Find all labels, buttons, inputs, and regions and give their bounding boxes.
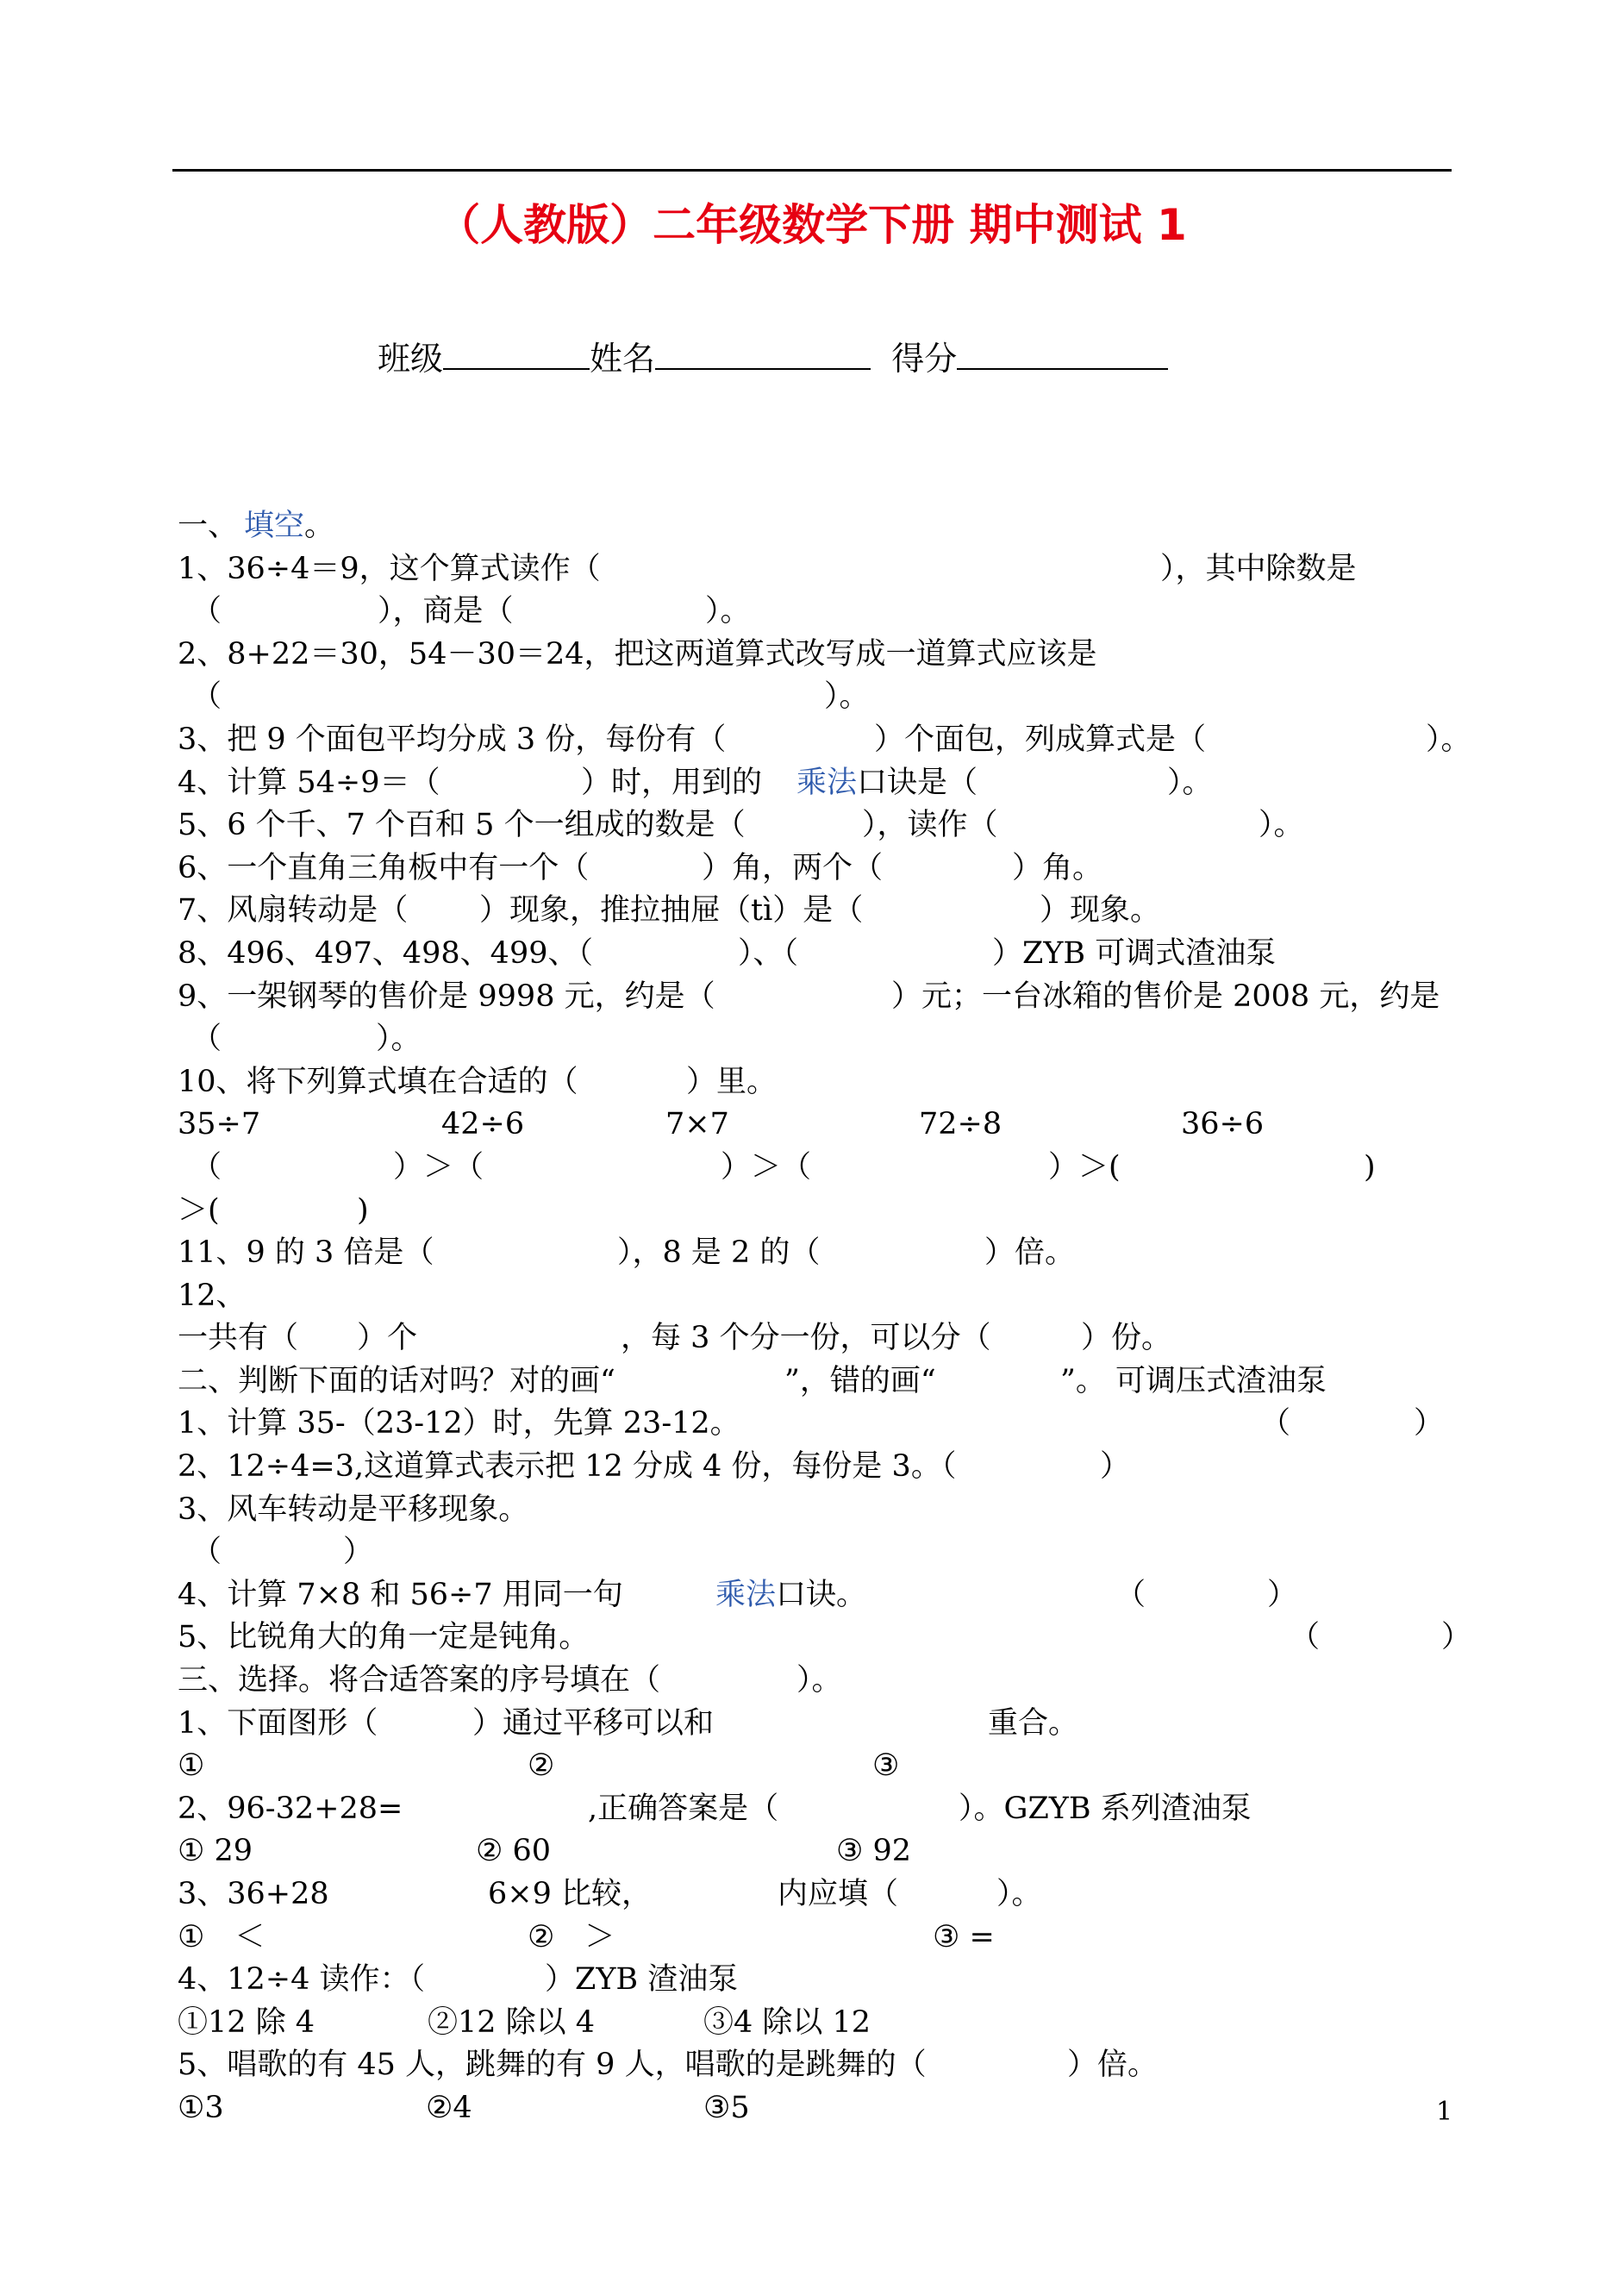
- line-text: ③: [872, 1748, 900, 1784]
- line-text: 5、唱歌的有 45 人，跳舞的有 9 人，唱歌的是跳舞的（: [178, 2048, 927, 2083]
- line-text: （: [1260, 1406, 1291, 1441]
- line-text: 4、计算 7×8 和 56÷7 用同一句: [178, 1577, 623, 1612]
- line-text: 一共有（: [178, 1321, 299, 1356]
- content-line: [178, 1531, 1453, 1574]
- line-text: 7、风扇转动是（: [178, 893, 409, 929]
- line-text: 5、比锐角大的角一定是钝角。: [178, 1620, 590, 1655]
- highlight-term: 填空: [244, 509, 305, 543]
- line-text: 内应填（: [778, 1877, 899, 1911]
- content-line: [178, 1830, 1453, 1873]
- content-line: [178, 1489, 1453, 1532]
- content-line: [178, 2087, 1453, 2130]
- line-text: 二、判断下面的话对吗？对的画“: [178, 1363, 615, 1398]
- line-text: ）元；一台冰箱的售价是 2008 元，约是: [891, 979, 1440, 1014]
- line-text: 12、: [178, 1278, 247, 1313]
- content-line: [178, 505, 1453, 548]
- content-line: [178, 1917, 1453, 1960]
- line-text: ）里。: [686, 1064, 778, 1099]
- line-text: ③ 92: [836, 1834, 912, 1869]
- content-line: [178, 1660, 1453, 1703]
- content-line: [178, 890, 1453, 933]
- line-text: 42÷6: [441, 1107, 525, 1142]
- line-text: 10、将下列算式填在合适的（: [178, 1064, 578, 1099]
- line-text: ）: [1414, 1406, 1445, 1441]
- line-text: ）: [1100, 1449, 1131, 1485]
- line-text: ），其中除数是: [1160, 551, 1357, 586]
- line-text: ）ZYB 可调式渣油泵: [992, 935, 1277, 971]
- line-text: 4、计算 54÷9＝（: [178, 765, 440, 800]
- class-label: 班级: [378, 340, 444, 378]
- line-text: ① ＜: [178, 1919, 265, 1954]
- content-line: [178, 719, 1471, 762]
- line-text: ）＞（: [721, 1149, 812, 1185]
- content-line: [178, 1061, 1453, 1104]
- line-text: 2、8+22＝30，54－30＝24，把这两道算式改写成一道算式应该是: [178, 636, 1097, 672]
- name-label: 姓名: [590, 340, 656, 378]
- line-text: 三、选择。将合适答案的序号填在（: [178, 1663, 661, 1698]
- content-line: [178, 1317, 1453, 1360]
- line-text: 。: [304, 509, 335, 543]
- content-line: [178, 1703, 1453, 1746]
- line-text: ）角。: [1012, 850, 1103, 885]
- highlight-term: 乘法: [715, 1577, 777, 1612]
- content-line: [178, 1275, 1453, 1318]
- line-text: ，每 3 个分一份，可以分（: [621, 1321, 991, 1356]
- content-line: [178, 676, 1453, 719]
- line-text: ③ =: [933, 1919, 995, 1954]
- line-text: ）现象，推拉抽屉（tì）是（: [479, 893, 864, 929]
- content-line: [178, 2044, 1453, 2087]
- content-line: [178, 1018, 1453, 1061]
- line-text: ）、（: [738, 935, 799, 971]
- score-label: 得分: [891, 340, 958, 378]
- name-blank[interactable]: [655, 337, 871, 370]
- line-text: ）倍。: [1067, 2048, 1159, 2083]
- line-text: ）＞(: [1048, 1149, 1121, 1185]
- line-text: ③4 除以 12: [703, 2004, 871, 2040]
- line-text: ): [1364, 1149, 1376, 1185]
- class-blank[interactable]: [443, 337, 590, 370]
- content-line: [178, 1617, 1472, 1660]
- line-text: 一、: [178, 509, 239, 543]
- line-text: ），8 是 2 的（: [617, 1235, 821, 1271]
- line-text: ）: [343, 1535, 374, 1570]
- line-text: 35÷7: [178, 1107, 261, 1142]
- content-line: [178, 933, 1453, 976]
- line-text: （: [191, 1535, 222, 1570]
- line-text: （: [191, 679, 222, 715]
- line-text: （: [191, 594, 222, 629]
- line-text: ）。: [824, 679, 870, 715]
- line-text: ）份。: [1081, 1321, 1172, 1356]
- line-text: ② 60: [476, 1834, 552, 1869]
- page-title: （人教版）二年级数学下册 期中测试 1: [437, 200, 1187, 250]
- line-text: ）。GZYB 系列渣油泵: [959, 1791, 1252, 1826]
- line-text: 1、下面图形（: [178, 1705, 378, 1741]
- line-text: 口诀。: [776, 1577, 867, 1612]
- line-text: ,正确答案是（: [588, 1791, 779, 1826]
- line-text: ＞(: [178, 1192, 220, 1228]
- line-text: 36÷6: [1181, 1107, 1265, 1142]
- line-text: ）。: [376, 1022, 422, 1057]
- content-line: [178, 1232, 1453, 1275]
- line-text: ）。: [1426, 722, 1471, 757]
- line-text: ）现象。: [1040, 893, 1161, 929]
- content-line: [178, 1403, 1453, 1446]
- line-text: 8、496、497、498、499、（: [178, 935, 593, 971]
- line-text: ）时，用到的: [581, 765, 763, 800]
- line-text: ）＞（: [393, 1149, 484, 1185]
- line-text: 1、36÷4＝9，这个算式读作（: [178, 551, 601, 586]
- line-text: ②: [528, 1748, 555, 1784]
- content-line: [178, 1788, 1453, 1831]
- line-text: ③5: [703, 2090, 750, 2125]
- content-line: [178, 1360, 1453, 1404]
- line-text: ②4: [426, 2090, 472, 2125]
- line-text: 3、36+28: [178, 1877, 329, 1911]
- line-text: ）。: [705, 594, 751, 629]
- content-line: [178, 1147, 1453, 1190]
- line-text: 1、计算 35-（23-12）时，先算 23-12。: [178, 1406, 740, 1441]
- line-text: ）: [1267, 1577, 1298, 1612]
- line-text: ），读作（: [862, 808, 998, 843]
- line-text: ）倍。: [984, 1235, 1076, 1271]
- header-rule: [172, 169, 1452, 172]
- line-text: 6×9 比较，: [488, 1877, 652, 1911]
- exam-content: [178, 505, 1472, 2130]
- line-text: 5、6 个千、7 个百和 5 个一组成的数是（: [178, 808, 746, 843]
- line-text: ①: [178, 1748, 205, 1784]
- line-text: 3、把 9 个面包平均分成 3 份，每份有（: [178, 722, 727, 757]
- line-text: 11、9 的 3 倍是（: [178, 1235, 434, 1271]
- line-text: ”，错的画“: [784, 1363, 936, 1398]
- content-line: [178, 1574, 1453, 1617]
- line-text: ）。: [1259, 808, 1304, 843]
- content-line: [178, 976, 1453, 1019]
- content-line: [178, 1873, 1453, 1917]
- line-text: （: [1290, 1620, 1321, 1655]
- content-line: [178, 1446, 1453, 1489]
- line-text: （: [1115, 1577, 1146, 1612]
- line-text: ②12 除以 4: [428, 2004, 596, 2040]
- line-text: ）通过平移可以和: [472, 1705, 715, 1741]
- content-line: [178, 1745, 1453, 1788]
- line-text: ”。 可调压式渣油泵: [1060, 1363, 1327, 1398]
- line-text: 9、一架钢琴的售价是 9998 元，约是（: [178, 979, 715, 1014]
- line-text: ): [357, 1192, 369, 1228]
- content-line: [178, 762, 1453, 805]
- line-text: ）个面包，列成算式是（: [874, 722, 1207, 757]
- student-info-line: [378, 335, 1168, 383]
- line-text: 2、96-32+28=: [178, 1791, 403, 1826]
- line-text: 重合。: [988, 1705, 1079, 1741]
- content-line: [178, 1959, 1453, 2002]
- line-text: ①12 除 4: [178, 2004, 315, 2040]
- content-line: [178, 2002, 1453, 2045]
- line-text: （: [191, 1149, 222, 1185]
- line-text: ① 29: [178, 1834, 253, 1869]
- content-line: [178, 804, 1453, 847]
- content-line: [178, 847, 1453, 891]
- page-number: 1: [1436, 2097, 1453, 2127]
- line-text: ）: [1441, 1620, 1472, 1655]
- line-text: 6、一个直角三角板中有一个（: [178, 850, 590, 885]
- line-text: ）。: [996, 1877, 1042, 1911]
- line-text: 4、12÷4 读作：（: [178, 1962, 426, 1998]
- content-line: [178, 634, 1453, 677]
- highlight-term: 乘法: [796, 765, 858, 800]
- line-text: 3、风车转动是平移现象。: [178, 1491, 529, 1527]
- content-line: [178, 1190, 1453, 1233]
- line-text: ）角，两个（: [702, 850, 884, 885]
- line-text: ）。: [796, 1663, 842, 1698]
- score-blank[interactable]: [957, 337, 1168, 370]
- line-text: ）个: [357, 1321, 418, 1356]
- line-text: 72÷8: [919, 1107, 1003, 1142]
- content-line: [178, 548, 1453, 591]
- line-text: ）。: [1167, 765, 1213, 800]
- line-text: ② ＞: [528, 1919, 615, 1954]
- line-text: 7×7: [665, 1107, 729, 1142]
- content-line: [178, 591, 1453, 634]
- line-text: 口诀是（: [857, 765, 978, 800]
- content-line: [178, 1104, 1453, 1147]
- line-text: （: [191, 1022, 222, 1057]
- line-text: ），商是（: [378, 594, 514, 629]
- line-text: ①3: [178, 2090, 224, 2125]
- line-text: ）ZYB 渣油泵: [545, 1962, 739, 1998]
- line-text: 2、12÷4=3,这道算式表示把 12 分成 4 份，每份是 3。（: [178, 1449, 957, 1485]
